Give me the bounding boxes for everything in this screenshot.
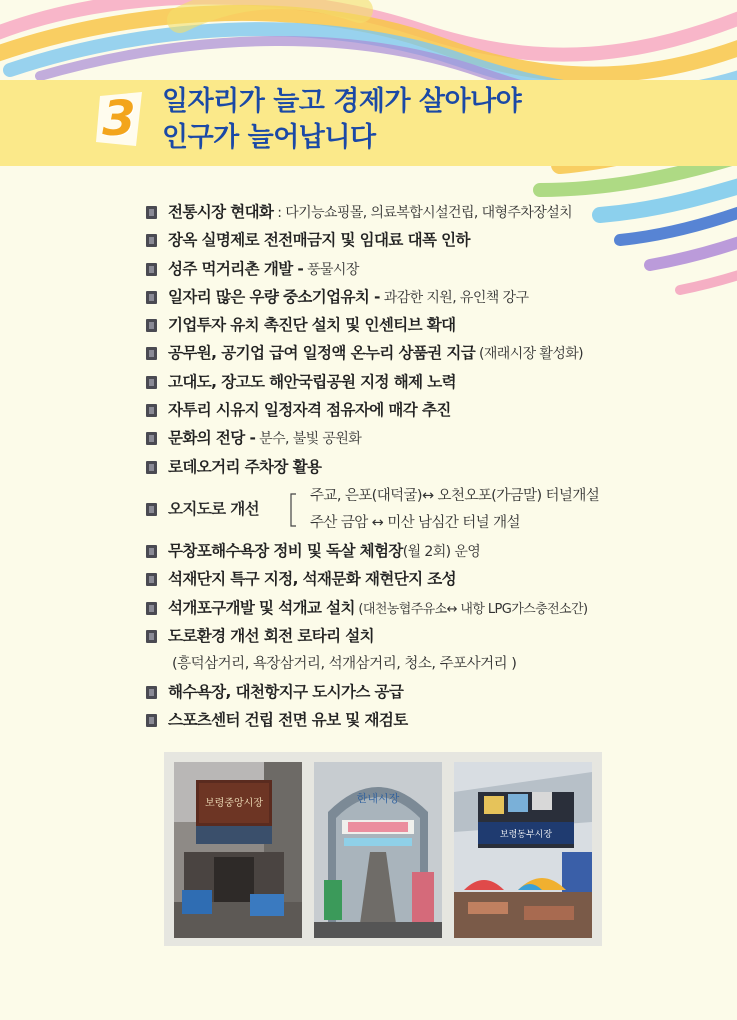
bullet-square-icon — [146, 545, 157, 558]
list-item — [146, 339, 706, 367]
item-title: 공무원, 공기업 급여 일정액 온누리 상품권 지급 — [168, 344, 476, 363]
section-number-badge — [92, 88, 146, 150]
item-detail: 분수, 불빛 공원화 — [255, 431, 362, 448]
item-title: 기업투자 유치 촉진단 설치 및 인센티브 확대 — [168, 316, 456, 335]
list-item — [146, 678, 706, 706]
bracket-icon — [288, 493, 298, 527]
list-item — [146, 424, 706, 452]
list-item — [146, 594, 706, 622]
item-detail: (월 2회) 운영 — [402, 543, 481, 560]
item-detail: : 다기능쇼핑몰, 의료복합시설건립, 대형주차장설치 — [273, 205, 573, 221]
bullet-square-icon — [146, 432, 157, 445]
item-title: 석개포구개발 및 석개교 설치 — [168, 598, 355, 617]
bullet-square-icon — [146, 347, 157, 360]
bullet-square-icon — [146, 376, 157, 389]
bullet-square-icon — [146, 206, 157, 219]
list-item — [146, 226, 706, 254]
bullet-square-icon — [146, 630, 157, 643]
page-title — [162, 84, 682, 156]
bullet-square-icon — [146, 503, 157, 516]
item-title: 스포츠센터 건립 전면 유보 및 재검토 — [168, 711, 408, 730]
bullet-square-icon — [146, 714, 157, 727]
road-detail-2: 주산 금암 ↔ 미산 남심간 터널 개설 — [310, 514, 520, 531]
list-item — [146, 706, 706, 734]
bullet-square-icon — [146, 263, 157, 276]
item-title: 무창포해수욕장 정비 및 독살 체험장 — [168, 541, 403, 560]
list-item — [146, 311, 706, 339]
item-title: 문화의 전당 - — [168, 429, 256, 448]
bullet-square-icon — [146, 686, 157, 699]
item-title: 해수욕장, 대천항지구 도시가스 공급 — [168, 683, 404, 702]
road-label: 오지도로 개선 — [168, 499, 260, 518]
item-title: 장옥 실명제로 전전매금지 및 임대료 대폭 인하 — [168, 231, 470, 250]
list-item — [146, 396, 706, 424]
bullet-square-icon — [146, 234, 157, 247]
list-item — [146, 565, 706, 593]
market-sign-1: 보령중앙시장 — [205, 798, 263, 809]
list-item — [146, 453, 706, 481]
roundabout-locations: (흥덕삼거리, 욕장삼거리, 석개삼거리, 청소, 주포사거리 ) — [172, 656, 517, 673]
policy-list — [146, 198, 706, 735]
market-photo-2 — [314, 762, 442, 938]
item-detail: 풍물시장 — [303, 261, 359, 278]
list-item — [146, 283, 706, 311]
market-sign-3: 보령동부시장 — [499, 830, 553, 840]
item-title: 석재단지 특구 지정, 석재문화 재현단지 조성 — [168, 570, 456, 589]
section-number: 3 — [102, 91, 136, 147]
bullet-square-icon — [146, 461, 157, 474]
bullet-square-icon — [146, 291, 157, 304]
bullet-square-icon — [146, 319, 157, 332]
market-photos — [164, 752, 602, 946]
item-title: 성주 먹거리촌 개발 - — [168, 259, 304, 278]
list-item — [146, 198, 706, 226]
item-title: 자투리 시유지 일정자격 점유자에 매각 추진 — [168, 401, 451, 420]
item-detail: 과감한 지원, 유인책 강구 — [379, 289, 529, 306]
item-title: 고대도, 장고도 해안국립공원 지정 해제 노력 — [168, 372, 456, 391]
bullet-square-icon — [146, 573, 157, 586]
item-title: 일자리 많은 우량 중소기업유치 - — [168, 287, 380, 306]
bullet-square-icon — [146, 602, 157, 615]
title-line-2: 인구가 늘어납니다 — [162, 122, 376, 153]
item-title: 도로환경 개선 회전 로타리 설치 — [168, 626, 375, 645]
list-item — [146, 537, 706, 565]
title-line-1: 일자리가 늘고 경제가 살아나야 — [162, 86, 522, 117]
item-title: 전통시장 현대화 — [168, 203, 274, 221]
list-item — [146, 622, 706, 650]
road-improvement-item — [146, 481, 706, 537]
list-item — [146, 368, 706, 396]
road-detail-1: 주교, 은포(대덕굴)↔ 오천오포(가금말) 터널개설 — [310, 487, 600, 504]
bullet-square-icon — [146, 404, 157, 417]
item-title: 로데오거리 주차장 활용 — [168, 457, 322, 476]
market-photo-3 — [454, 762, 592, 938]
item-detail: (재래시장 활성화) — [475, 346, 584, 363]
list-item — [146, 255, 706, 283]
market-sign-2: 한내시장 — [356, 792, 400, 805]
market-photo-1 — [174, 762, 302, 938]
item-detail: (대천농협주유소↔ 내항 LPG가스충전소간) — [354, 601, 588, 617]
